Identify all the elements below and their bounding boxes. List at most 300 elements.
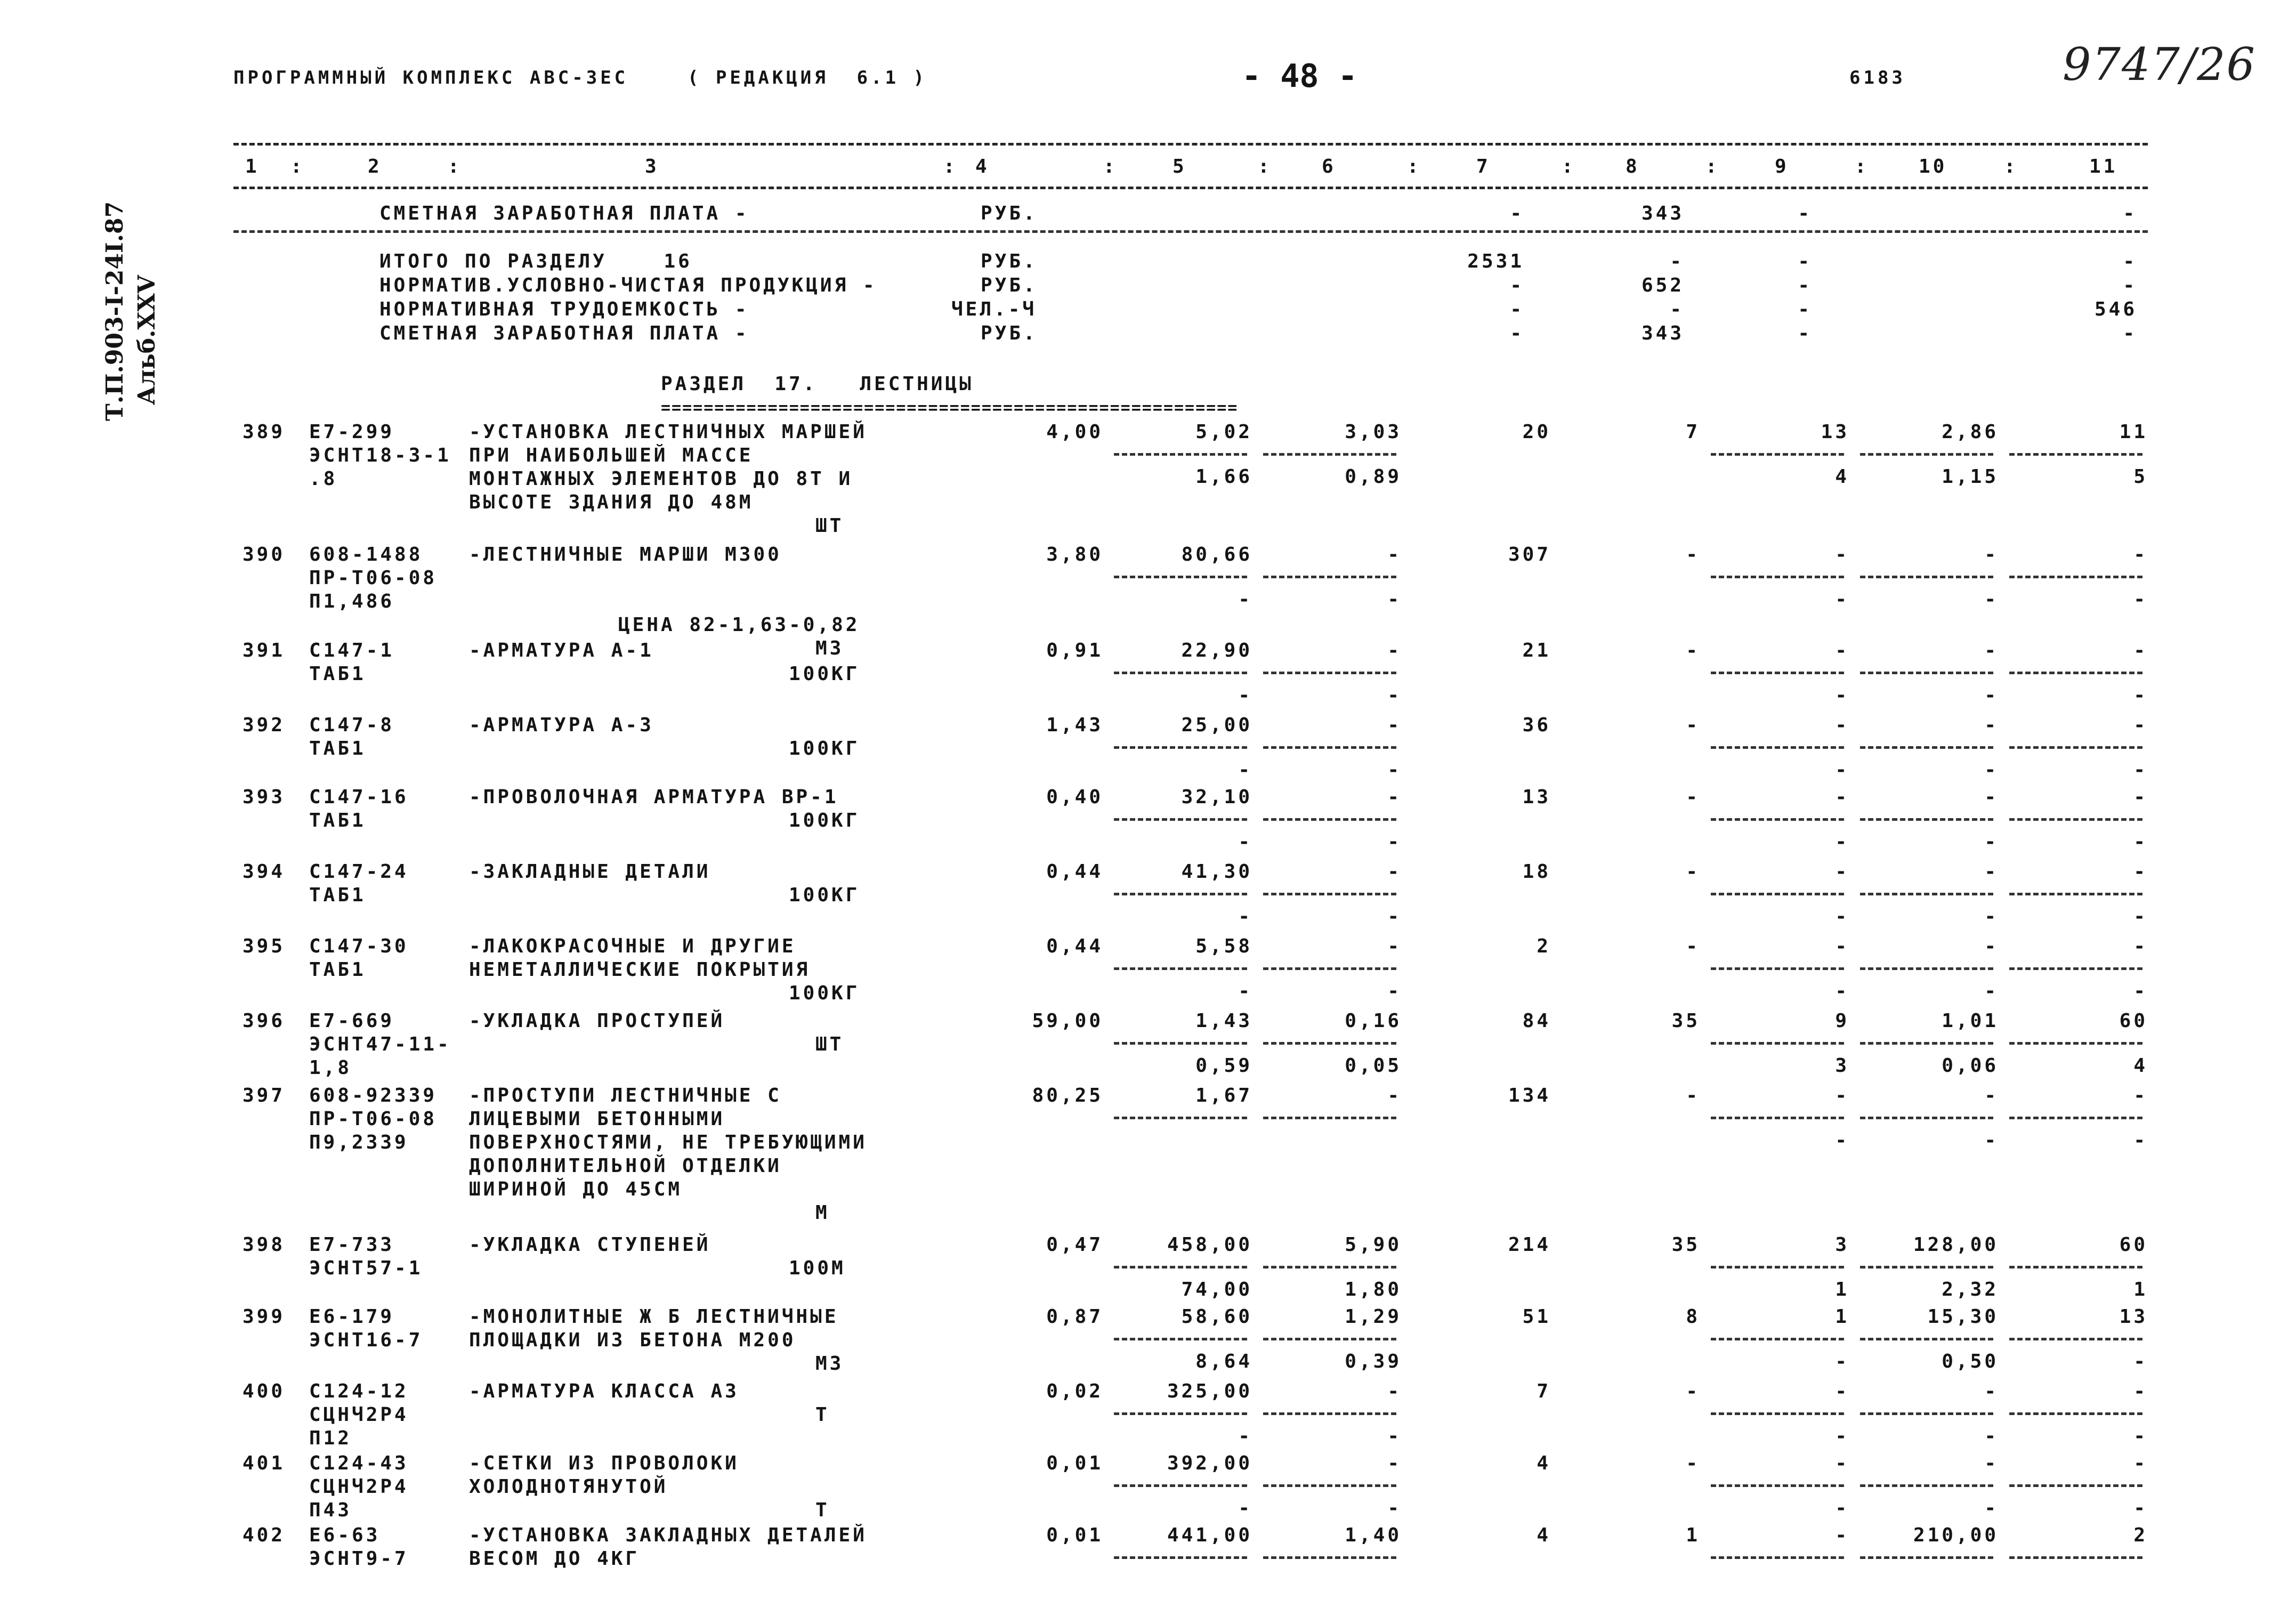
row-col10-sub: 0,50 [1942,1351,1999,1372]
row-description: -УКЛАДКА ПРОСТУПЕЙ [469,1010,725,1032]
row-quantity: 1,43 [1046,714,1103,736]
row-col6: 0,16 [1345,1010,1402,1032]
row-quantity: 59,00 [1032,1010,1103,1032]
row-col11: - [2133,786,2148,808]
page-number: - 48 - [1242,58,1357,95]
row-rule-col6 [1263,1266,1396,1269]
row-number: 394 [242,861,286,883]
row-unit: 100КГ [789,810,860,831]
row-col9-sub: - [1835,906,1849,927]
row-number: 399 [242,1306,286,1328]
row-col8: 35 [1671,1010,1700,1032]
row-code: П9,2339 [309,1132,409,1153]
row-rule-col9 [1711,893,1844,895]
row-col7: 13 [1522,786,1551,808]
row-col9: 1 [1835,1306,1849,1328]
row-code: ЭСНТ57-1 [309,1257,423,1279]
row-unit: М3 [815,1353,844,1375]
column-header-1: 1 [245,156,260,177]
summary-line-1-col7: 2531 [1467,251,1524,272]
summary-top-label: СМЕТНАЯ ЗАРАБОТНАЯ ПЛАТА - [379,203,749,224]
row-description: ДОПОЛНИТЕЛЬНОЙ ОТДЕЛКИ [469,1155,782,1177]
row-col9-sub: - [1835,759,1849,781]
row-rule-col9 [1711,818,1844,821]
row-rule-col5 [1114,576,1247,578]
row-number: 395 [242,935,286,957]
row-description: ВЫСОТЕ ЗДАНИЯ ДО 48М [469,491,754,513]
row-col6-sub: - [1387,684,1402,706]
row-rule-col10 [1860,1338,1993,1340]
row-unit: М3 [815,637,844,659]
row-rule-col10 [1860,1266,1993,1269]
row-rule-col9 [1711,746,1844,749]
row-col8: - [1686,1380,1700,1402]
row-rule-col9 [1711,576,1844,578]
row-rule-col10 [1860,576,1993,578]
row-col6: 1,29 [1345,1306,1402,1328]
row-col7: 20 [1522,421,1551,443]
row-col7: 4 [1537,1524,1551,1546]
row-rule-col10 [1860,1484,1993,1487]
row-code: ТАБ1 [309,959,366,981]
row-rule-col11 [2009,1117,2142,1119]
row-col6: - [1387,544,1402,565]
row-rule-col6 [1263,746,1396,749]
row-col11: 60 [2119,1234,2148,1256]
row-rule-col5 [1114,1117,1247,1119]
row-code: ПР-Т06-08 [309,567,438,589]
row-col10: - [1984,1085,1999,1106]
row-code: С124-12 [309,1380,409,1402]
row-col6-sub: - [1387,980,1402,1002]
row-col5-sub: - [1238,588,1252,610]
row-description: -ЛАКОКРАСОЧНЫЕ И ДРУГИЕ [469,935,796,957]
row-code: ПР-Т06-08 [309,1108,438,1130]
summary-line-2-label: НОРМАТИВ.УСЛОВНО-ЧИСТАЯ ПРОДУКЦИЯ - [379,274,877,296]
document-code: 6183 [1849,67,1906,88]
row-col11-sub: - [2133,906,2148,927]
row-code: ТАБ1 [309,810,366,831]
row-col6: - [1387,861,1402,883]
row-description: ШИРИНОЙ ДО 45СМ [469,1178,683,1200]
row-rule-col11 [2009,1266,2142,1269]
row-rule-col9 [1711,967,1844,970]
row-col10-sub: - [1984,1129,1999,1151]
row-col8: - [1686,786,1700,808]
row-col8: - [1686,544,1700,565]
summary-top-col7: - [1510,203,1524,224]
row-rule-col10 [1860,1412,1993,1415]
row-quantity: 0,01 [1046,1524,1103,1546]
column-header-6: 6 [1322,156,1336,177]
row-description: ПЛОЩАДКИ ИЗ БЕТОНА М200 [469,1329,796,1351]
row-code: ТАБ1 [309,663,366,685]
row-col11: - [2133,544,2148,565]
column-header-5: 5 [1173,156,1187,177]
row-rule-col9 [1711,1266,1844,1269]
row-code: С147-8 [309,714,395,736]
column-separator-6: : [1407,156,1421,177]
row-rule-col11 [2009,1042,2142,1045]
row-quantity: 0,44 [1046,935,1103,957]
row-col9: - [1835,714,1849,736]
row-rule-col5 [1114,1556,1247,1559]
row-description: -АРМАТУРА А-3 [469,714,654,736]
row-code: Е6-63 [309,1524,381,1546]
summary-line-4-col9: - [1798,322,1812,344]
row-col9: - [1835,640,1849,661]
row-col11: 60 [2119,1010,2148,1032]
row-unit: 100КГ [789,884,860,906]
row-description: ПРИ НАИБОЛЬШЕЙ МАССЕ [469,445,754,466]
row-rule-col9 [1711,453,1844,456]
column-header-2: 2 [368,156,382,177]
row-col9: - [1835,786,1849,808]
summary-line-2-col11: - [2123,274,2137,296]
row-code: П43 [309,1499,352,1521]
summary-line-2-col9: - [1798,274,1812,296]
row-col9: - [1835,1524,1849,1546]
row-col7: 36 [1522,714,1551,736]
column-separator-2: : [448,156,462,177]
row-col6: - [1387,1380,1402,1402]
row-col6-sub: - [1387,1497,1402,1519]
summary-line-3-col9: - [1798,298,1812,320]
row-rule-col6 [1263,1412,1396,1415]
program-title: ПРОГРАММНЫЙ КОМПЛЕКС АВС-3ЕС [233,67,629,88]
row-col6: 3,03 [1345,421,1402,443]
column-separator-8: : [1705,156,1720,177]
row-description: -УСТАНОВКА ЛЕСТНИЧНЫХ МАРШЕЙ [469,421,867,443]
row-quantity: 80,25 [1032,1085,1103,1106]
row-code: Е7-733 [309,1234,395,1256]
row-rule-col5 [1114,818,1247,821]
row-col6-sub: - [1387,906,1402,927]
row-description: -ПРОСТУПИ ЛЕСТНИЧНЫЕ С [469,1085,782,1106]
summary-line-3-unit: ЧЕЛ.-Ч [951,298,1037,320]
row-quantity: 0,91 [1046,640,1103,661]
row-col6-sub: 0,89 [1345,466,1402,488]
row-rule-col5 [1114,1484,1247,1487]
row-col10-sub: 2,32 [1942,1279,1999,1300]
column-header-10: 10 [1919,156,1947,177]
summary-line-1-unit: РУБ. [981,251,1038,272]
row-code: П12 [309,1427,352,1449]
row-col10-sub: - [1984,831,1999,853]
side-label-2: Альб.XXV [133,275,160,405]
row-rule-col5 [1114,672,1247,674]
row-col6: 1,40 [1345,1524,1402,1546]
row-rule-col5 [1114,893,1247,895]
row-number: 397 [242,1085,286,1106]
row-description: ПОВЕРХНОСТЯМИ, НЕ ТРЕБУЮЩИМИ [469,1132,867,1153]
row-rule-col5 [1114,1042,1247,1045]
row-col5: 392,00 [1167,1452,1252,1474]
row-code: ЭСНТ9-7 [309,1548,409,1570]
column-separator-4: : [1103,156,1118,177]
row-rule-col5 [1114,1412,1247,1415]
summary-line-4-unit: РУБ. [981,322,1038,344]
row-rule-col6 [1263,453,1396,456]
row-col11-sub: 4 [2133,1055,2148,1077]
column-header-3: 3 [645,156,659,177]
row-quantity: 0,47 [1046,1234,1103,1256]
row-col9: - [1835,1085,1849,1106]
edition-label: ( РЕДАКЦИЯ 6.1 ) [688,67,927,88]
row-col9-sub: 1 [1835,1279,1849,1300]
row-col9-sub: 4 [1835,466,1849,488]
row-col5: 32,10 [1181,786,1252,808]
row-number: 389 [242,421,286,443]
row-col10: 128,00 [1913,1234,1999,1256]
row-col6: - [1387,935,1402,957]
row-description: -СЕТКИ ИЗ ПРОВОЛОКИ [469,1452,739,1474]
row-col11: 11 [2119,421,2148,443]
row-rule-col10 [1860,1117,1993,1119]
row-rule-col10 [1860,672,1993,674]
row-col5-sub: - [1238,831,1252,853]
row-col11-sub: - [2133,1351,2148,1372]
row-rule-col5 [1114,746,1247,749]
row-rule-col9 [1711,1042,1844,1045]
row-col11-sub: - [2133,1425,2148,1447]
row-code: .8 [309,468,338,490]
row-col5: 58,60 [1181,1306,1252,1328]
row-col5: 41,30 [1181,861,1252,883]
row-number: 402 [242,1524,286,1546]
row-col6: - [1387,714,1402,736]
row-col9-sub: - [1835,1351,1849,1372]
row-col11: - [2133,1380,2148,1402]
summary-line-3-col11: 546 [2094,298,2137,320]
row-col10-sub: - [1984,759,1999,781]
row-code: Е7-299 [309,421,395,443]
row-rule-col10 [1860,1042,1993,1045]
row-quantity: 0,01 [1046,1452,1103,1474]
column-separator-1: : [290,156,305,177]
row-rule-col9 [1711,1556,1844,1559]
summary-line-1-col8: - [1670,251,1684,272]
summary-top-unit: РУБ. [981,203,1038,224]
row-col7: 4 [1537,1452,1551,1474]
row-col9-sub: - [1835,1425,1849,1447]
row-col5-sub: 0,59 [1195,1055,1252,1077]
row-col8: - [1686,861,1700,883]
row-col5: 5,02 [1195,421,1252,443]
handwritten-number: 9747/26 [2063,38,2256,91]
row-col6-sub: - [1387,588,1402,610]
row-col11: - [2133,1452,2148,1474]
summary-line-4-label: СМЕТНАЯ ЗАРАБОТНАЯ ПЛАТА - [379,322,749,344]
column-header-8: 8 [1626,156,1640,177]
row-rule-col11 [2009,453,2142,456]
row-rule-col10 [1860,746,1993,749]
row-col9: 9 [1835,1010,1849,1032]
row-rule-col5 [1114,967,1247,970]
row-col8: - [1686,640,1700,661]
row-col5: 458,00 [1167,1234,1252,1256]
row-number: 398 [242,1234,286,1256]
row-rule-col5 [1114,1338,1247,1340]
row-rule-col11 [2009,746,2142,749]
row-description: -АРМАТУРА А-1 [469,640,654,661]
row-description: -УСТАНОВКА ЗАКЛАДНЫХ ДЕТАЛЕЙ [469,1524,867,1546]
row-col11: - [2133,861,2148,883]
row-rule-col11 [2009,576,2142,578]
row-rule-col11 [2009,1338,2142,1340]
summary-line-1-label: ИТОГО ПО РАЗДЕЛУ 16 [379,251,692,272]
summary-line-1-col11: - [2123,251,2137,272]
row-code: С147-30 [309,935,409,957]
row-quantity: 0,87 [1046,1306,1103,1328]
row-col11-sub: - [2133,1129,2148,1151]
row-rule-col6 [1263,1484,1396,1487]
row-col7: 51 [1522,1306,1551,1328]
row-col5: 1,43 [1195,1010,1252,1032]
row-col5-sub: 1,66 [1195,466,1252,488]
row-col11: - [2133,640,2148,661]
row-col5-sub: - [1238,1497,1252,1519]
row-number: 401 [242,1452,286,1474]
row-col9: - [1835,1380,1849,1402]
row-col11: - [2133,714,2148,736]
row-unit: М [815,1202,830,1224]
row-col6-sub: - [1387,831,1402,853]
row-rule-col6 [1263,672,1396,674]
row-code: С124-43 [309,1452,409,1474]
row-rule-col11 [2009,1556,2142,1559]
row-col11-sub: - [2133,759,2148,781]
row-col5-sub: 74,00 [1181,1279,1252,1300]
row-col7: 84 [1522,1010,1551,1032]
row-description: ХОЛОДНОТЯНУТОЙ [469,1476,668,1498]
row-col9: - [1835,544,1849,565]
row-col10: - [1984,935,1999,957]
row-description: МОНТАЖНЫХ ЭЛЕМЕНТОВ ДО 8Т И [469,468,853,490]
row-number: 390 [242,544,286,565]
row-col6: - [1387,1085,1402,1106]
row-col9: 3 [1835,1234,1849,1256]
row-col5: 22,90 [1181,640,1252,661]
row-col6: - [1387,786,1402,808]
row-col9-sub: - [1835,1129,1849,1151]
row-description: -ЗАКЛАДНЫЕ ДЕТАЛИ [469,861,711,883]
row-col8: - [1686,1452,1700,1474]
row-col11: 2 [2133,1524,2148,1546]
row-col8: - [1686,714,1700,736]
row-col10: 2,86 [1942,421,1999,443]
row-col6-sub: - [1387,759,1402,781]
row-unit: Т [815,1404,830,1426]
row-col10-sub: - [1984,906,1999,927]
row-col10-sub: - [1984,1497,1999,1519]
row-col9: - [1835,1452,1849,1474]
row-rule-col5 [1114,1266,1247,1269]
row-rule-col9 [1711,1117,1844,1119]
row-quantity: 4,00 [1046,421,1103,443]
side-label-1: Т.П.903-I-24I.87 [101,201,128,421]
row-col9-sub: - [1835,1497,1849,1519]
summary-line-3-label: НОРМАТИВНАЯ ТРУДОЕМКОСТЬ - [379,298,749,320]
row-description: НЕМЕТАЛЛИЧЕСКИЕ ПОКРЫТИЯ [469,959,811,981]
row-col5: 441,00 [1167,1524,1252,1546]
row-col9-sub: 3 [1835,1055,1849,1077]
row-rule-col6 [1263,893,1396,895]
row-col10: - [1984,544,1999,565]
row-rule-col6 [1263,967,1396,970]
row-col5-sub: - [1238,1425,1252,1447]
row-rule-col6 [1263,1338,1396,1340]
row-description: -УКЛАДКА СТУПЕНЕЙ [469,1234,711,1256]
summary-top-col9: - [1798,203,1812,224]
row-col6: - [1387,1452,1402,1474]
row-number: 396 [242,1010,286,1032]
row-col6-sub: - [1387,1425,1402,1447]
row-rule-col11 [2009,1484,2142,1487]
row-unit: 100КГ [789,738,860,760]
row-col5-sub: - [1238,684,1252,706]
summary-line-3-col7: - [1510,298,1524,320]
row-quantity: 0,02 [1046,1380,1103,1402]
row-col10-sub: - [1984,588,1999,610]
row-col11-sub: - [2133,1497,2148,1519]
row-unit: 100М [789,1257,846,1279]
summary-line-2-unit: РУБ. [981,274,1038,296]
row-col10: - [1984,640,1999,661]
summary-line-1-col9: - [1798,251,1812,272]
row-col8: 8 [1686,1306,1700,1328]
row-rule-col11 [2009,818,2142,821]
row-code: 1,8 [309,1057,352,1079]
column-separator-9: : [1855,156,1869,177]
row-col6-sub: 1,80 [1345,1279,1402,1300]
row-description: ВЕСОМ ДО 4КГ [469,1548,640,1570]
row-code: 608-1488 [309,544,423,565]
row-rule-col5 [1114,453,1247,456]
row-unit: ШТ [815,1033,844,1055]
row-col5: 5,58 [1195,935,1252,957]
row-rule-col6 [1263,1556,1396,1559]
row-rule-col11 [2009,1412,2142,1415]
row-unit: 100КГ [789,982,860,1004]
row-col6: - [1387,640,1402,661]
row-col10: - [1984,714,1999,736]
row-col9: - [1835,935,1849,957]
row-rule-col10 [1860,1556,1993,1559]
row-col9: 13 [1821,421,1849,443]
row-code: ЭСНТ18-3-1 [309,445,451,466]
row-description: -ЛЕСТНИЧНЫЕ МАРШИ М300 [469,544,782,565]
row-col8: - [1686,935,1700,957]
column-header-9: 9 [1775,156,1789,177]
column-separator-7: : [1562,156,1576,177]
row-col11: - [2133,1085,2148,1106]
section-title: РАЗДЕЛ 17. ЛЕСТНИЦЫ [661,373,974,395]
row-col9-sub: - [1835,831,1849,853]
column-separator-3: : [943,156,958,177]
row-number: 391 [242,640,286,661]
column-separator-5: : [1258,156,1272,177]
row-col10: - [1984,786,1999,808]
row-col7: 2 [1537,935,1551,957]
summary-divider [233,230,2148,233]
row-rule-col9 [1711,1412,1844,1415]
row-code: ЭСНТ16-7 [309,1329,423,1351]
row-col11-sub: 1 [2133,1279,2148,1300]
row-col10-sub: - [1984,980,1999,1002]
row-description: ЛИЦЕВЫМИ БЕТОННЫМИ [469,1108,725,1130]
row-number: 393 [242,786,286,808]
